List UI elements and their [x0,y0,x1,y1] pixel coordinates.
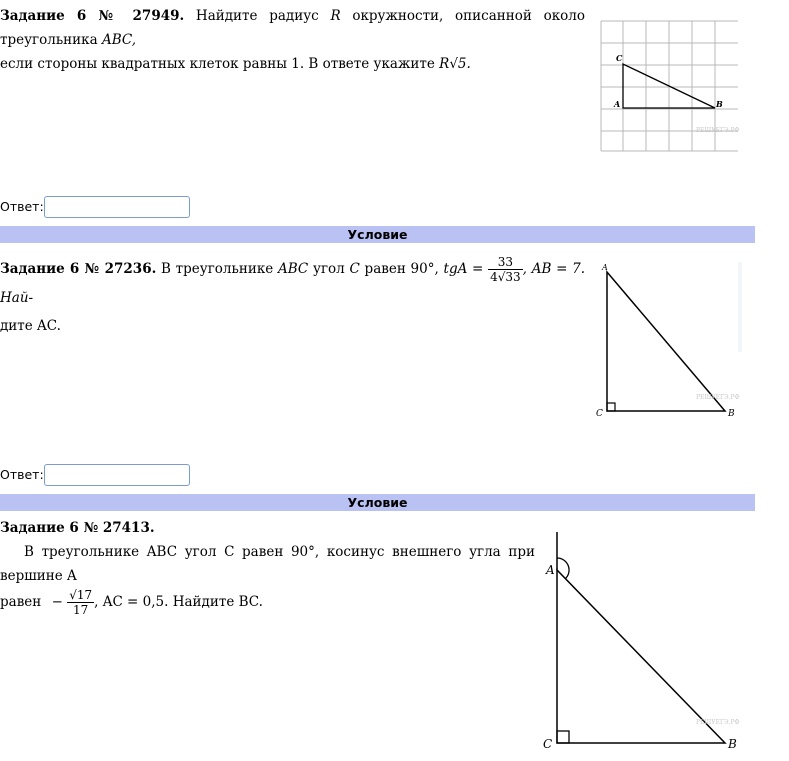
label-a: A [602,263,608,272]
label-b: B [728,409,735,419]
label-c: C [596,409,603,419]
task1-figure [598,18,740,154]
right-angle-mark [607,403,615,411]
task2-frac-den: 4√33 [490,270,521,284]
figure-edge-strip [738,262,742,352]
task1-r: R [330,8,341,24]
right-angle-mark [557,731,569,743]
task1-text-b: окружности, описанной около треугольника [0,8,586,48]
watermark: РЕШУЕГЭ.РФ [696,394,740,401]
task2-fraction [488,255,523,284]
task2-abc: ABC [278,261,309,277]
answer2-row [0,467,44,482]
answer1-input[interactable] [44,196,190,218]
task2-tg: tgA = [443,261,484,277]
triangle [557,570,725,743]
answer1-label: Ответ: [0,199,44,214]
task3-line2-a: равен [0,594,42,610]
task1-text-a: Найдите радиус [195,8,319,24]
task3-line1: В треугольнике ABC угол C равен 90°, косинус внешнего угла при вершине A [0,544,535,584]
answer2-input[interactable] [44,464,190,486]
task3-frac-den: 17 [73,603,89,617]
task3-label: Задание 6 № 27413. [0,520,155,536]
task3-fraction [67,588,94,617]
task2-figure [592,260,744,422]
triangle [607,272,725,411]
task1-text-line2: если стороны квадратных клеток равны 1. В ответе укажите [0,56,435,72]
label-a: A [546,563,555,577]
task2-c: C [349,261,360,277]
task2-statement [0,255,585,340]
task2-text-c: равен 90°, [364,261,439,277]
task1-statement [0,4,585,76]
task3-line2-b: , AC = 0,5. Найдите BC. [94,594,263,610]
label-c: C [616,53,623,63]
task1-abc: ABC, [101,32,137,48]
watermark: РЕШУЕГЭ.РФ [696,127,740,134]
answer2-label: Ответ: [0,467,44,482]
task2-line2: дите AC. [0,318,61,334]
task3-frac-sign: − [51,594,63,610]
condition-bar-1-label: Условие [347,227,408,242]
label-a: A [614,99,621,109]
task3-frac-num: √17 [69,588,93,602]
condition-bar-1[interactable] [0,226,755,243]
task1-answer-expr: R√5. [439,56,471,72]
label-b: B [728,737,737,751]
task2-frac-num: 33 [488,255,523,270]
condition-bar-2[interactable] [0,494,755,511]
label-c: C [543,737,553,751]
task1-label: Задание 6 № 27949. [0,8,185,24]
task2-text-a: В треугольнике [161,261,274,277]
label-b: B [716,99,723,109]
answer1-row [0,199,44,214]
task3-statement [0,516,535,617]
task2-label: Задание 6 № 27236. [0,261,157,277]
task2-text-d: , AB = 7. Най- [0,261,586,306]
condition-bar-2-label: Условие [347,495,408,510]
task2-text-b: угол [313,261,345,277]
task3-figure [538,530,748,752]
watermark: РЕШУЕГЭ.РФ [696,719,740,726]
